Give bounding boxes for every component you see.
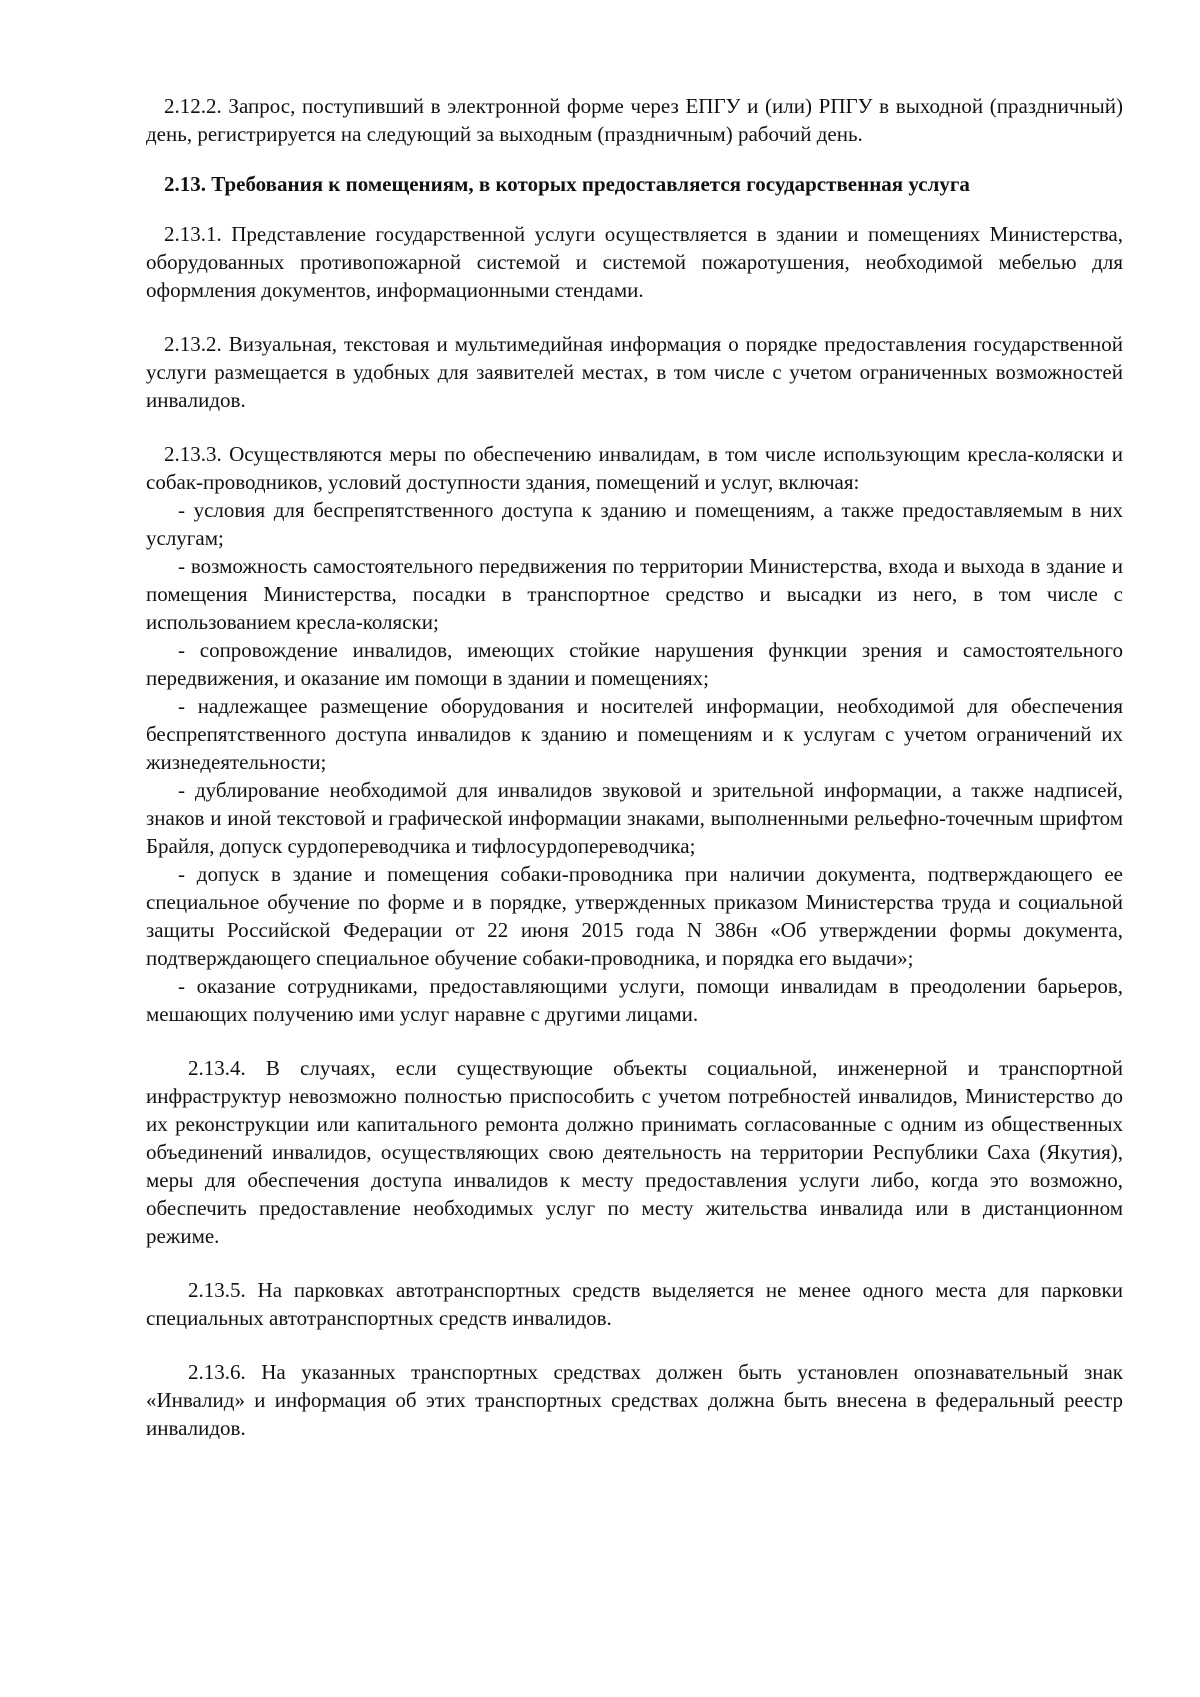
list-item: - сопровождение инвалидов, имеющих стойкие нарушения функции зрения и самостоятельного передвижения, и оказание им помощи в здании и помещениях; xyxy=(146,638,1123,690)
list-item: - дублирование необходимой для инвалидов звуковой и зрительной информации, а также надписей, знаков и иной текстовой и графической информации знаками, выполненными рельефно-точечным шрифтом Брайля, допуск сурдопереводчика и тифлосурдопереводчика; xyxy=(146,778,1123,858)
document-page xyxy=(146,92,1123,1442)
list-item: - оказание сотрудниками, предоставляющими услуги, помощи инвалидам в преодолении барьеров, мешающих получению ими услуг наравне с другими лицами. xyxy=(146,974,1123,1026)
paragraph-2-12-2: 2.12.2. Запрос, поступивший в электронной форме через ЕПГУ и (или) РПГУ в выходной (праздничный) день, регистрируется на следующий за выходным (праздничным) рабочий день. xyxy=(146,94,1123,146)
paragraph-2-13-2: 2.13.2. Визуальная, текстовая и мультимедийная информация о порядке предоставления государственной услуги размещается в удобных для заявителей местах, в том числе с учетом ограниченных возможностей инвалидов. xyxy=(146,332,1123,412)
list-item: - допуск в здание и помещения собаки-проводника при наличии документа, подтверждающего ее специальное обучение по форме и в порядке, утвержденных приказом Министерства труда и социальной защиты Российской Федерации от 22 июня 2015 года N 386н «Об утверждении формы документа, подтверждающего специальное обучение собаки-проводника, и порядка его выдачи»; xyxy=(146,862,1123,970)
list-item: - условия для беспрепятственного доступа к зданию и помещениям, а также предоставляемым в них услугам; xyxy=(146,498,1123,550)
paragraph-2-13-4: 2.13.4. В случаях, если существующие объекты социальной, инженерной и транспортной инфраструктур невозможно полностью приспособить с учетом потребностей инвалидов, Министерство до их реконструкции или капитального ремонта должно принимать согласованные с одним из общественных объединений инвалидов, осуществляющих свою деятельность на территории Республики Саха (Якутия), меры для обеспечения доступа инвалидов к месту предоставления услуги либо, когда это возможно, обеспечить предоставление необходимых услуг по месту жительства инвалида или в дистанционном режиме. xyxy=(146,1056,1123,1248)
list-item: - возможность самостоятельного передвижения по территории Министерства, входа и выхода в здание и помещения Министерства, посадки в транспортное средство и высадки из него, в том числе с использованием кресла-коляски; xyxy=(146,554,1123,634)
paragraph-2-13-1: 2.13.1. Представление государственной услуги осуществляется в здании и помещениях Министерства, оборудованных противопожарной системой и системой пожаротушения, необходимой мебелью для оформления документов, информационными стендами. xyxy=(146,222,1123,302)
list-item: - надлежащее размещение оборудования и носителей информации, необходимой для обеспечения беспрепятственного доступа инвалидов к зданию и помещениям и к услугам с учетом ограничений их жизнедеятельности; xyxy=(146,694,1123,774)
section-heading-2-13: 2.13. Требования к помещениям, в которых предоставляется государственная услуга xyxy=(164,172,970,196)
paragraph-2-13-5: 2.13.5. На парковках автотранспортных средств выделяется не менее одного места для парковки специальных автотранспортных средств инвалидов. xyxy=(146,1278,1123,1330)
paragraph-2-13-3: 2.13.3. Осуществляются меры по обеспечению инвалидам, в том числе использующим кресла-коляски и собак-проводников, условий доступности здания, помещений и услуг, включая: xyxy=(146,442,1123,494)
paragraph-2-13-6: 2.13.6. На указанных транспортных средствах должен быть установлен опознавательный знак «Инвалид» и информация об этих транспортных средствах должна быть внесена в федеральный реестр инвалидов. xyxy=(146,1360,1123,1440)
